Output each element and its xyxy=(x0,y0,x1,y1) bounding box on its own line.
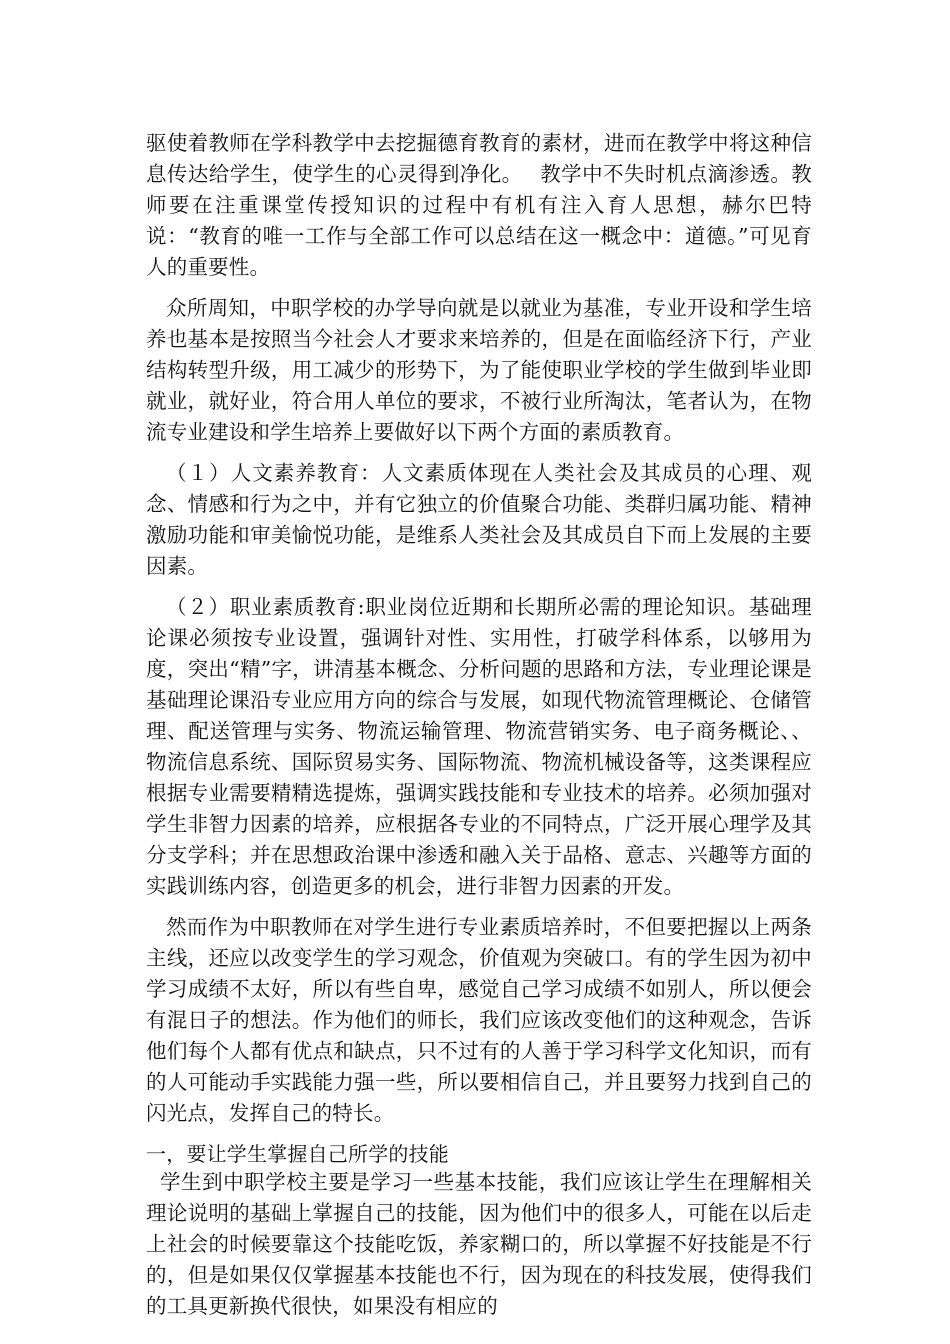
paragraph-vocational-orientation: 众所周知，中职学校的办学导向就是以就业为基准，专业开设和学生培养也基本是按照当今社会人才要求来培养的，但是在面临经济下行，产业结构转型升级，用工减少的形势下，为了能使职业学校的学生做到毕业即就业，就好业，符合用人单位的要求，不被行业所淘汰，笔者认为，在物流专业建设和学生培养上要做好以下两个方面的素质教育。 xyxy=(146,296,812,444)
paragraph-skills: 学生到中职学校主要是学习一些基本技能，我们应该让学生在理解相关理论说明的基础上掌握自己的技能，因为他们中的很多人，可能在以后走上社会的时候要靠这个技能吃饭，养家糊口的，所以掌握不好技能是不行的，但是如果仅仅掌握基本技能也不行，因为现在的科技发展，使得我们的工具更新换代很快，如果没有相应的 xyxy=(146,1170,812,1318)
paragraph-moral-education: 驱使着教师在学科教学中去挖掘德育教育的素材，进而在教学中将这种信息传达给学生，使学生的心灵得到净化。 教学中不失时机点滴渗透。教师要在注重课堂传授知识的过程中有机有注入育人思想，赫尔巴特说：“教育的唯一工作与全部工作可以总结在这一概念中：道德。”可见育人的重要性。 xyxy=(146,131,812,279)
paragraph-humanistic-literacy: （１）人文素养教育：人文素质体现在人类社会及其成员的心理、观念、情感和行为之中，并有它独立的价值聚合功能、类群归属功能、精神激励功能和审美愉悦功能，是维系人类社会及其成员自下而上发展的主要因素。 xyxy=(146,461,812,578)
paragraph-learning-attitude: 然而作为中职教师在对学生进行专业素质培养时，不但要把握以上两条主线，还应以改变学生的学习观念，价值观为突破口。有的学生因为初中学习成绩不太好，所以有些自卑，感觉自己学习成绩不如别人，所以便会有混日子的想法。作为他们的师长，我们应该改变他们的这种观念，告诉他们每个人都有优点和缺点，只不过有的人善于学习科学文化知识，而有的人可能动手实践能力强一些，所以要相信自己，并且要努力找到自己的闪光点，发挥自己的特长。 xyxy=(146,915,812,1125)
section-heading: 一，要让学生掌握自己所学的技能 xyxy=(146,1142,449,1166)
paragraph-professional-quality: （２）职业素质教育:职业岗位近期和长期所必需的理论知识。基础理论课必须按专业设置，强调针对性、实用性，打破学科体系，以够用为度，突出“精”字，讲清基本概念、分析问题的思路和方法，专业理论课是基础理论课沿专业应用方向的综合与发展，如现代物流管理概论、仓储管理、配送管理与实务、物流运输管理、物流营销实务、电子商务概论、、物流信息系统、国际贸易实务、国际物流、物流机械设备等，这类课程应根据专业需要精精选提炼，强调实践技能和专业技术的培养。必须加强对学生非智力因素的培养，应根据各专业的不同特点，广泛开展心理学及其分支学科；并在思想政治课中渗透和融入关于品格、意志、兴趣等方面的实践训练内容，创造更多的机会，进行非智力因素的开发。 xyxy=(146,595,812,898)
document-page xyxy=(146,128,812,1332)
